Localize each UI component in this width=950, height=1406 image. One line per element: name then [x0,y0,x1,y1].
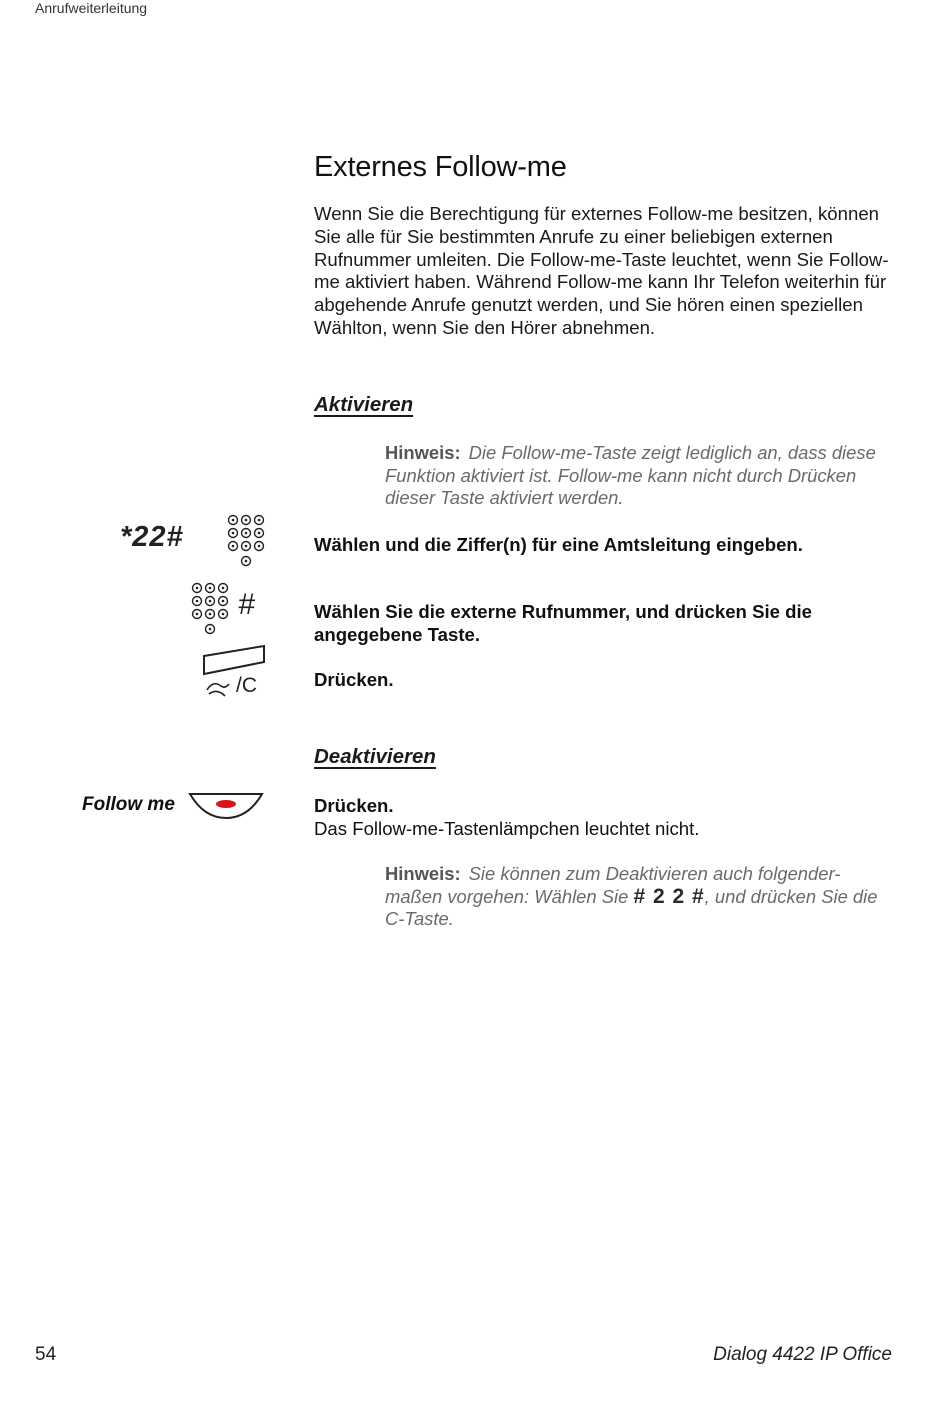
activate-heading: Aktivieren [314,393,414,416]
page-number: 54 [35,1344,57,1365]
note-code: # 2 2 # [633,884,705,908]
keypad-icon [190,582,232,638]
clear-key-icon [205,678,239,700]
follow-me-key-label: Follow me [82,794,175,815]
activate-step-2: Wählen Sie die externe Rufnummer, und drücken Sie die angegebene Taste. [314,601,813,645]
activate-note [385,442,895,510]
line-key-icon [200,644,268,680]
note-label: Hinweis: [385,863,461,884]
note-text: Die Follow-me-Taste zeigt lediglich an, dass diese Funktion aktiviert ist. Follow-me kann nicht durch Drücken dieser Taste aktiviert werden. [385,442,876,509]
document-title: Dialog 4422 IP Office [713,1344,892,1365]
deactivate-step-text: Das Follow-me-Tastenlämpchen leuchtet nicht. [314,817,700,839]
follow-me-key-icon [186,790,266,822]
activate-step-3: Drücken. [314,669,394,690]
hash-symbol: # [238,588,255,621]
activate-step-1: Wählen und die Ziffer(n) für eine Amtsleitung eingeben. [314,534,803,555]
deactivate-step-bold: Drücken. [314,795,394,816]
section-title: Externes Follow-me [314,151,567,183]
intro-paragraph: Wenn Sie die Berechtigung für externes Follow-me besitzen, können Sie alle für Sie bestimmten Anrufe zu einer beliebigen externen Rufnummer umleiten. Die Follow-me-Taste leuchtet, wenn Sie Follow-me aktiviert haben. Während Follow-me kann Ihr Telefon weiterhin für abgehende Anrufe genutzt werden, und Sie hören einen speziellen Wählton, wenn Sie den Hörer abnehmen. [314,203,889,338]
running-head: Anrufweiterleitung [35,0,148,16]
activation-code: *22# [120,521,184,553]
keypad-icon [226,514,268,570]
clear-key-label: /C [236,674,257,697]
deactivate-heading: Deaktivieren [314,745,436,768]
note-text-2: , und drücken Sie die C-Taste. [385,885,878,930]
note-text: Sie können zum Deaktivieren auch folgender-maßen vorgehen: Wählen Sie [385,863,841,907]
deactivate-note [385,863,885,931]
note-label: Hinweis: [385,442,461,463]
deactivate-step [314,795,874,841]
